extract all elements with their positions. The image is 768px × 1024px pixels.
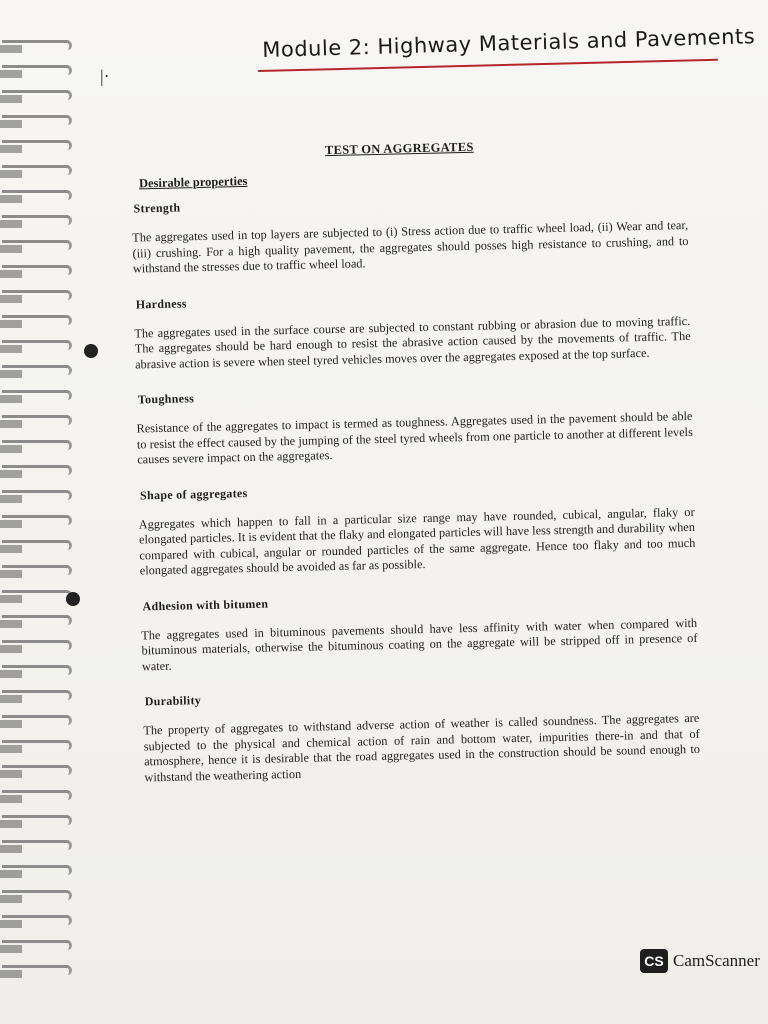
spiral-ring xyxy=(2,590,72,600)
section-body: The aggregates used in bituminous pavements should have less affinity with water when compared with bituminous materials, otherwise the bituminous coating on the aggregate will be stripped off in presence of water. xyxy=(141,615,698,673)
spiral-ring xyxy=(2,815,72,825)
document-subtitle: Desirable properties xyxy=(138,173,248,191)
spiral-ring xyxy=(2,490,72,500)
spiral-ring xyxy=(2,340,72,350)
spiral-ring xyxy=(2,840,72,850)
section-heading: Toughness xyxy=(137,391,195,407)
spiral-ring xyxy=(2,890,72,900)
handwritten-header: Module 2: Highway Materials and Pavements xyxy=(262,24,756,62)
spiral-ring xyxy=(2,615,72,625)
spiral-ring xyxy=(2,215,72,225)
spiral-ring xyxy=(2,265,72,275)
section-heading: Strength xyxy=(133,200,181,216)
spiral-ring xyxy=(2,715,72,725)
spiral-ring xyxy=(2,790,72,800)
section-durability xyxy=(125,682,701,786)
camscanner-watermark xyxy=(640,948,760,974)
punch-hole-lower xyxy=(66,592,80,606)
section-body: The aggregates used in top layers are subjected to (i) Stress action due to traffic wheel load, (ii) Wear and tear, (iii) crushing. For a high quality pavement, the aggregates should posses high resistance to crushing, and to withstand the stresses due to traffic wheel load. xyxy=(132,217,689,276)
section-body: The property of aggregates to withstand adverse action of weather is called soundness. The aggregates are subjected to the physical and chemical action of rain and bottom water, impurities there-in and that of atmosphere, hence it is desirable that the road aggregates used in the construction should be sound enough to withstand the weathering action xyxy=(143,710,701,784)
section-heading: Durability xyxy=(144,693,202,709)
pen-mark: |· xyxy=(100,66,110,86)
spiral-ring xyxy=(2,665,72,675)
section-toughness xyxy=(118,380,694,469)
spiral-ring xyxy=(2,415,72,425)
spiral-ring xyxy=(2,140,72,150)
spiral-ring xyxy=(2,115,72,125)
section-body: Aggregates which happen to fall in a particular size range may have rounded, cubical, angular, flaky or elongated particles. It is evident that the flaky and elongated particles will have less strength and durability when compared with cubical, angular or rounded particles of the same aggregate. Hence too flaky and too much elongated aggregates should be avoided as far as possible. xyxy=(138,504,696,578)
spiral-ring xyxy=(2,40,72,50)
spiral-ring xyxy=(2,365,72,375)
spiral-ring xyxy=(2,740,72,750)
spiral-ring xyxy=(2,190,72,200)
section-body: The aggregates used in the surface course are subjected to constant rubbing or abrasion due to moving traffic. The aggregates should be hard enough to resist the abrasive action caused by the movements of traffic. The abrasive action is severe when steel tyred vehicles moves over the aggregates exposed at the top surface. xyxy=(134,313,691,372)
spiral-ring xyxy=(2,965,72,975)
section-hardness xyxy=(116,284,692,373)
camscanner-logo-icon: CS xyxy=(640,949,668,973)
spiral-ring xyxy=(2,865,72,875)
section-heading: Hardness xyxy=(135,295,187,312)
spiral-ring xyxy=(2,165,72,175)
spiral-ring xyxy=(2,940,72,950)
section-shape xyxy=(120,475,696,579)
header-underline xyxy=(258,59,718,72)
spiral-ring xyxy=(2,290,72,300)
spiral-ring xyxy=(2,240,72,250)
spiral-ring xyxy=(2,690,72,700)
camscanner-logo-text: CamScanner xyxy=(673,951,760,970)
spiral-ring xyxy=(2,65,72,75)
document-title: TEST ON AGGREGATES xyxy=(324,139,474,158)
spiral-ring xyxy=(2,640,72,650)
section-adhesion xyxy=(122,586,698,675)
section-body: Resistance of the aggregates to impact is termed as toughness. Aggregates used in the pavement should be able to resist the effect caused by the jumping of the steel tyred wheels from one particle to another at different levels causes severe impact on the aggregates. xyxy=(136,408,693,467)
spiral-ring xyxy=(2,440,72,450)
section-heading: Adhesion with bitumen xyxy=(142,596,269,613)
spiral-ring xyxy=(2,515,72,525)
section-heading: Shape of aggregates xyxy=(139,485,248,502)
spiral-ring xyxy=(2,565,72,575)
section-strength xyxy=(113,189,689,278)
spiral-ring xyxy=(2,90,72,100)
spiral-ring xyxy=(2,765,72,775)
spiral-ring xyxy=(2,315,72,325)
document-content xyxy=(112,127,701,806)
spiral-ring xyxy=(2,540,72,550)
spiral-ring xyxy=(2,915,72,925)
spiral-binding xyxy=(0,40,80,1000)
spiral-ring xyxy=(2,390,72,400)
punch-hole-upper xyxy=(84,344,98,358)
spiral-ring xyxy=(2,465,72,475)
